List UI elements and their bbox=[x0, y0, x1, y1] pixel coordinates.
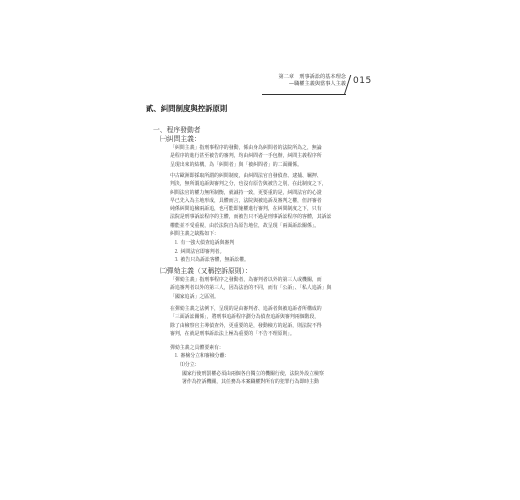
text-line: 署作為控訴機關，其任務為本案職權對所有的犯罪行為即時主動 bbox=[182, 379, 319, 386]
inquisitorial-heading: ㈠糾問主義： bbox=[160, 135, 201, 143]
text-line: 除了由檢察官主導偵查外，更重要的是，發動檢方的起訴，則法院不得 bbox=[170, 322, 322, 329]
list-item: ⒉ 糾問法官即審判者。 bbox=[174, 248, 225, 255]
defects-list bbox=[174, 239, 249, 265]
text-line: 「三面訴訟關係」，將刑事追訴程序劃分為偵查追訴與審判兩個階段， bbox=[170, 314, 320, 321]
text-line: 中古歐洲即採取所謂的糾問制度，由糾問法官自發偵查、逮捕、羈押、 bbox=[170, 173, 322, 179]
text-line: 糾問主義之缺點如下： bbox=[170, 231, 219, 238]
list-item: ⒈ 有一強大偵查追訴與審判 bbox=[174, 240, 235, 246]
text-line: 早已先入為主地形成，具體而言，法院與被追訴及審判之權，但評審者 bbox=[170, 197, 322, 204]
page-number: 015 bbox=[353, 76, 372, 86]
text-line: 「糾問主義」指刑事程序的發動，係由身為糾問者的法院所為之，無論 bbox=[170, 145, 322, 151]
header-chapter-title: 第二章 刑事訴訟的基本理念 bbox=[278, 74, 346, 80]
paragraph-inquisitorial-definition bbox=[170, 144, 322, 169]
text-line: 訴追審判者以外的第三人，因為法治的不同，而有「公訴」、「私人追訴」與 bbox=[170, 285, 332, 292]
paragraph-accusatorial-structure bbox=[170, 305, 322, 338]
header-chapter-subtitle: —職權主義與當事人主義 bbox=[288, 81, 346, 87]
running-header bbox=[258, 74, 378, 88]
text-line: 國家行使刑罰權必須由兩個各自獨立的機關行使，法院外設立檢察 bbox=[182, 371, 324, 377]
text-line: 呈現出來的結構，為「糾問者」與「被糾問者」的二面關係。 bbox=[170, 161, 303, 168]
list-item: ⑴分立： bbox=[180, 361, 200, 368]
accusatorial-heading: ㈡彈劾主義（又稱控訴原則）： bbox=[160, 267, 252, 275]
text-line: 審判，在就是刑事訴訟法上極為重要的「不告不理原則」。 bbox=[170, 330, 295, 337]
subsection-heading: 一、程序發動者 bbox=[153, 126, 201, 134]
elements-list bbox=[174, 352, 229, 369]
text-line: 在彈劾主義之法例下，呈現的是由審判者、追訴者與被追訴者所構成的 bbox=[170, 306, 322, 312]
text-line: 「國家追訴」之區別。 bbox=[170, 293, 219, 300]
elements-intro: 彈劾主義之具體要素有： bbox=[170, 345, 224, 351]
text-line: 是程序的進行甚至被告的審判，均由糾問者一手包辦，糾問主義程序所 bbox=[170, 153, 322, 160]
paragraph-accusatorial-definition bbox=[170, 276, 331, 301]
text-line: 糾問法官的權力無所制衡，就誠持一致，更要重的是，糾問法官的心證 bbox=[170, 189, 322, 196]
paragraph-inquisitorial-history bbox=[170, 172, 331, 238]
text-line: 法院是刑事訴訟程序的主體，而被告只不過是刑事訴訟程序的客體，其訴訟 bbox=[170, 214, 332, 221]
text-line: 純係糾問追檢兩訴追，也可能即施權進行審判，在糾問制度之下，只有 bbox=[170, 206, 322, 213]
text-line: 「彈劾主義」指刑事程序之發動者，為審判者以外的第三人或機關，而 bbox=[170, 277, 322, 283]
text-line: 權能並不受重視，由於法院自為原告地位，故呈現「兩面訴訟關係」。 bbox=[170, 222, 320, 229]
section-heading: 貳、糾問制度與控訴原則 bbox=[146, 104, 228, 113]
list-item: ⒊ 被告只為訴訟客體，無訴訟權。 bbox=[174, 257, 249, 263]
header-rule bbox=[262, 94, 346, 95]
paragraph-separation bbox=[182, 370, 324, 387]
list-item: ⒈ 審檢分立和審檢分離： bbox=[174, 353, 230, 359]
text-line: 判決，無所謂追訴與審判之分，也沒有原告與被告之別，在此制度之下， bbox=[170, 181, 327, 188]
